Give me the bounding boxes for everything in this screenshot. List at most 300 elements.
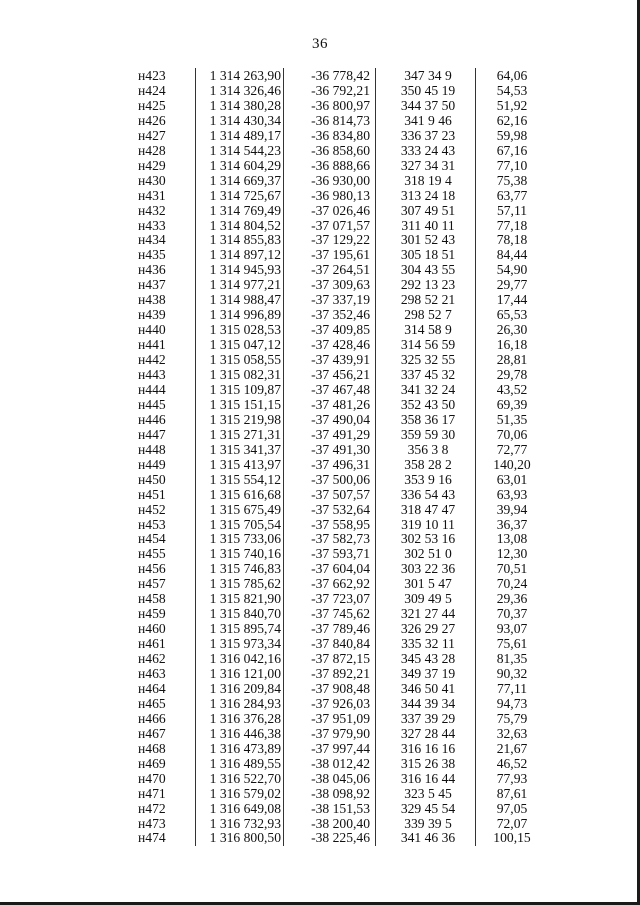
- x-coordinate-cell: 1 315 675,49: [209, 501, 281, 517]
- direction-angle-cell: 315 26 38: [400, 755, 456, 771]
- table-row: [113, 427, 555, 442]
- y-coordinate-cell: -36 930,00: [311, 172, 370, 188]
- x-coordinate-cell: 1 315 733,06: [209, 531, 281, 547]
- table-row: [113, 158, 555, 173]
- segment-length-cell: 63,93: [496, 486, 528, 502]
- point-id-cell: н444: [138, 381, 166, 397]
- y-coordinate-cell: -38 200,40: [311, 815, 370, 831]
- segment-length-cell: 75,79: [496, 710, 528, 726]
- direction-angle-cell: 344 39 34: [400, 695, 456, 711]
- y-coordinate-cell: -37 951,09: [311, 710, 370, 726]
- direction-angle-cell: 327 34 31: [400, 157, 456, 173]
- y-coordinate-cell: -37 456,21: [311, 367, 370, 382]
- y-coordinate-cell: -37 745,62: [311, 606, 370, 622]
- segment-length-cell: 62,16: [496, 112, 528, 128]
- table-row: [113, 457, 555, 472]
- y-coordinate-cell: -37 490,04: [311, 411, 370, 427]
- direction-angle-cell: 302 53 16: [400, 531, 456, 547]
- direction-angle-cell: 314 56 59: [400, 337, 456, 353]
- table-row: [113, 726, 555, 741]
- table-row: [113, 830, 555, 845]
- table-row: [113, 801, 555, 816]
- x-coordinate-cell: 1 314 996,89: [209, 307, 281, 323]
- segment-length-cell: 21,67: [496, 740, 528, 756]
- x-coordinate-cell: 1 316 522,70: [209, 770, 281, 786]
- segment-length-cell: 64,06: [496, 68, 528, 83]
- point-id-cell: н447: [138, 426, 166, 442]
- table-row: [113, 218, 555, 233]
- y-coordinate-cell: -37 026,46: [311, 202, 370, 218]
- point-id-cell: н427: [138, 127, 166, 143]
- segment-length-cell: 43,52: [496, 381, 528, 397]
- table-row: [113, 247, 555, 262]
- table-row: [113, 382, 555, 397]
- y-coordinate-cell: -37 507,57: [311, 486, 370, 502]
- table-row: [113, 591, 555, 606]
- x-coordinate-cell: 1 315 973,34: [209, 636, 281, 652]
- point-id-cell: н425: [138, 97, 166, 113]
- direction-angle-cell: 301 52 43: [400, 232, 456, 248]
- table-row: [113, 756, 555, 771]
- segment-length-cell: 94,73: [496, 695, 528, 711]
- y-coordinate-cell: -37 558,95: [311, 516, 370, 532]
- segment-length-cell: 93,07: [496, 621, 528, 637]
- direction-angle-cell: 339 39 5: [404, 815, 452, 831]
- y-coordinate-cell: -37 491,30: [311, 441, 370, 457]
- segment-length-cell: 29,77: [496, 277, 528, 293]
- point-id-cell: н436: [138, 262, 166, 278]
- y-coordinate-cell: -37 439,91: [311, 352, 370, 368]
- segment-length-cell: 63,01: [496, 471, 528, 487]
- direction-angle-cell: 292 13 23: [400, 277, 456, 293]
- x-coordinate-cell: 1 314 977,21: [209, 277, 281, 293]
- page-number: 36: [312, 36, 328, 52]
- table-row: [113, 397, 555, 412]
- x-coordinate-cell: 1 316 732,93: [209, 815, 281, 831]
- x-coordinate-cell: 1 315 219,98: [209, 411, 281, 427]
- x-coordinate-cell: 1 316 489,55: [209, 755, 281, 771]
- x-coordinate-cell: 1 315 705,54: [209, 516, 281, 532]
- table-row: [113, 651, 555, 666]
- segment-length-cell: 69,39: [496, 396, 528, 412]
- table-row: [113, 113, 555, 128]
- y-coordinate-cell: -37 979,90: [311, 725, 370, 741]
- y-coordinate-cell: -37 582,73: [311, 531, 370, 547]
- direction-angle-cell: 345 43 28: [400, 651, 456, 667]
- x-coordinate-cell: 1 314 669,37: [209, 172, 281, 188]
- y-coordinate-cell: -36 792,21: [311, 82, 370, 98]
- point-id-cell: н440: [138, 322, 166, 338]
- table-row: [113, 606, 555, 621]
- table-row: [113, 337, 555, 352]
- y-coordinate-cell: -37 481,26: [311, 396, 370, 412]
- x-coordinate-cell: 1 315 821,90: [209, 591, 281, 607]
- x-coordinate-cell: 1 314 855,83: [209, 232, 281, 248]
- direction-angle-cell: 309 49 5: [404, 591, 452, 607]
- segment-length-cell: 39,94: [496, 501, 528, 517]
- point-id-cell: н466: [138, 710, 166, 726]
- segment-length-cell: 63,77: [496, 187, 528, 203]
- y-coordinate-cell: -37 467,48: [311, 381, 370, 397]
- point-id-cell: н472: [138, 800, 166, 816]
- table-row: [113, 98, 555, 113]
- segment-length-cell: 84,44: [496, 247, 528, 263]
- y-coordinate-cell: -36 858,60: [311, 142, 370, 158]
- x-coordinate-cell: 1 316 473,89: [209, 740, 281, 756]
- direction-angle-cell: 314 58 9: [404, 322, 452, 338]
- point-id-cell: н473: [138, 815, 166, 831]
- point-id-cell: н449: [138, 456, 166, 472]
- point-id-cell: н433: [138, 217, 166, 233]
- y-coordinate-cell: -37 428,46: [311, 337, 370, 353]
- direction-angle-cell: 319 10 11: [401, 516, 455, 532]
- segment-length-cell: 87,61: [496, 785, 528, 801]
- table-row: [113, 786, 555, 801]
- point-id-cell: н439: [138, 307, 166, 323]
- y-coordinate-cell: -38 151,53: [311, 800, 370, 816]
- x-coordinate-cell: 1 315 554,12: [209, 471, 281, 487]
- point-id-cell: н434: [138, 232, 166, 248]
- point-id-cell: н460: [138, 621, 166, 637]
- table-row: [113, 322, 555, 337]
- segment-length-cell: 32,63: [496, 725, 528, 741]
- segment-length-cell: 90,32: [496, 666, 528, 681]
- x-coordinate-cell: 1 315 109,87: [209, 381, 281, 397]
- point-id-cell: н450: [138, 471, 166, 487]
- y-coordinate-cell: -37 908,48: [311, 680, 370, 696]
- table-row: [113, 83, 555, 98]
- segment-length-cell: 70,24: [496, 576, 528, 592]
- table-row: [113, 352, 555, 367]
- direction-angle-cell: 304 43 55: [400, 262, 456, 278]
- segment-length-cell: 77,10: [496, 157, 528, 173]
- direction-angle-cell: 358 36 17: [400, 411, 456, 427]
- table-row: [113, 292, 555, 307]
- point-id-cell: н471: [138, 785, 166, 801]
- point-id-cell: н443: [138, 367, 166, 382]
- x-coordinate-cell: 1 316 579,02: [209, 785, 281, 801]
- point-id-cell: н458: [138, 591, 166, 607]
- point-id-cell: н437: [138, 277, 166, 293]
- segment-length-cell: 29,78: [496, 367, 528, 382]
- table-row: [113, 576, 555, 591]
- y-coordinate-cell: -37 500,06: [311, 471, 370, 487]
- point-id-cell: н428: [138, 142, 166, 158]
- point-id-cell: н435: [138, 247, 166, 263]
- point-id-cell: н457: [138, 576, 166, 592]
- segment-length-cell: 46,52: [496, 755, 528, 771]
- table-row: [113, 741, 555, 756]
- direction-angle-cell: 337 39 29: [400, 710, 456, 726]
- segment-length-cell: 70,37: [496, 606, 528, 622]
- direction-angle-cell: 359 59 30: [400, 426, 456, 442]
- y-coordinate-cell: -37 872,15: [311, 651, 370, 667]
- direction-angle-cell: 311 40 11: [401, 217, 455, 233]
- x-coordinate-cell: 1 316 446,38: [209, 725, 281, 741]
- y-coordinate-cell: -37 195,61: [311, 247, 370, 263]
- point-id-cell: н430: [138, 172, 166, 188]
- y-coordinate-cell: -38 225,46: [311, 830, 370, 846]
- point-id-cell: н445: [138, 396, 166, 412]
- point-id-cell: н467: [138, 725, 166, 741]
- x-coordinate-cell: 1 315 271,31: [209, 426, 281, 442]
- segment-length-cell: 77,18: [496, 217, 528, 233]
- direction-angle-cell: 316 16 16: [400, 740, 456, 756]
- x-coordinate-cell: 1 316 649,08: [209, 800, 281, 816]
- segment-length-cell: 26,30: [496, 322, 528, 338]
- y-coordinate-cell: -37 352,46: [311, 307, 370, 323]
- direction-angle-cell: 344 37 50: [400, 97, 456, 113]
- x-coordinate-cell: 1 314 544,23: [209, 142, 281, 158]
- table-row: [113, 307, 555, 322]
- x-coordinate-cell: 1 315 616,68: [209, 486, 281, 502]
- direction-angle-cell: 341 32 24: [400, 381, 456, 397]
- direction-angle-cell: 303 22 36: [400, 561, 456, 577]
- table-row: [113, 277, 555, 292]
- table-row: [113, 188, 555, 203]
- y-coordinate-cell: -37 409,85: [311, 322, 370, 338]
- y-coordinate-cell: -37 532,64: [311, 501, 370, 517]
- direction-angle-cell: 337 45 32: [400, 367, 456, 382]
- point-id-cell: н454: [138, 531, 166, 547]
- x-coordinate-cell: 1 315 740,16: [209, 546, 281, 562]
- direction-angle-cell: 321 27 44: [400, 606, 456, 622]
- direction-angle-cell: 341 9 46: [404, 112, 452, 128]
- y-coordinate-cell: -37 662,92: [311, 576, 370, 592]
- table-row: [113, 531, 555, 546]
- y-coordinate-cell: -37 723,07: [311, 591, 370, 607]
- point-id-cell: н455: [138, 546, 166, 562]
- table-row: [113, 546, 555, 561]
- table-row: [113, 203, 555, 218]
- segment-length-cell: 97,05: [496, 800, 528, 816]
- segment-length-cell: 29,36: [496, 591, 528, 607]
- direction-angle-cell: 341 46 36: [400, 830, 456, 846]
- direction-angle-cell: 298 52 7: [404, 307, 452, 323]
- coordinates-table: [113, 68, 555, 846]
- x-coordinate-cell: 1 314 897,12: [209, 247, 281, 263]
- table-row: [113, 68, 555, 83]
- direction-angle-cell: 323 5 45: [404, 785, 452, 801]
- table-row: [113, 681, 555, 696]
- point-id-cell: н468: [138, 740, 166, 756]
- x-coordinate-cell: 1 314 604,29: [209, 157, 281, 173]
- direction-angle-cell: 346 50 41: [400, 680, 456, 696]
- direction-angle-cell: 316 16 44: [400, 770, 456, 786]
- table-row: [113, 367, 555, 382]
- point-id-cell: н431: [138, 187, 166, 203]
- y-coordinate-cell: -37 593,71: [311, 546, 370, 562]
- direction-angle-cell: 318 19 4: [404, 172, 452, 188]
- segment-length-cell: 67,16: [496, 142, 528, 158]
- segment-length-cell: 16,18: [496, 337, 528, 353]
- x-coordinate-cell: 1 314 988,47: [209, 292, 281, 308]
- direction-angle-cell: 302 51 0: [404, 546, 452, 562]
- point-id-cell: н453: [138, 516, 166, 532]
- segment-length-cell: 12,30: [496, 546, 528, 562]
- x-coordinate-cell: 1 315 082,31: [209, 367, 281, 382]
- segment-length-cell: 51,35: [496, 411, 528, 427]
- segment-length-cell: 100,15: [493, 830, 531, 846]
- direction-angle-cell: 335 32 11: [401, 636, 455, 652]
- y-coordinate-cell: -36 980,13: [311, 187, 370, 203]
- table-row: [113, 262, 555, 277]
- table-row: [113, 232, 555, 247]
- x-coordinate-cell: 1 314 326,46: [209, 82, 281, 98]
- y-coordinate-cell: -37 309,63: [311, 277, 370, 293]
- table-row: [113, 711, 555, 726]
- x-coordinate-cell: 1 314 263,90: [209, 68, 281, 83]
- x-coordinate-cell: 1 315 047,12: [209, 337, 281, 353]
- x-coordinate-cell: 1 315 341,37: [209, 441, 281, 457]
- x-coordinate-cell: 1 316 800,50: [209, 830, 281, 846]
- table-row: [113, 472, 555, 487]
- y-coordinate-cell: -37 496,31: [311, 456, 370, 472]
- point-id-cell: н442: [138, 352, 166, 368]
- point-id-cell: н469: [138, 755, 166, 771]
- point-id-cell: н456: [138, 561, 166, 577]
- direction-angle-cell: 313 24 18: [400, 187, 456, 203]
- table-row: [113, 173, 555, 188]
- x-coordinate-cell: 1 316 042,16: [209, 651, 281, 667]
- segment-length-cell: 77,11: [496, 680, 528, 696]
- segment-length-cell: 70,06: [496, 426, 528, 442]
- table-row: [113, 412, 555, 427]
- segment-length-cell: 78,18: [496, 232, 528, 248]
- direction-angle-cell: 307 49 51: [400, 202, 456, 218]
- table-row: [113, 816, 555, 831]
- point-id-cell: н426: [138, 112, 166, 128]
- y-coordinate-cell: -37 071,57: [311, 217, 370, 233]
- segment-length-cell: 28,81: [496, 352, 528, 368]
- segment-length-cell: 51,92: [496, 97, 528, 113]
- y-coordinate-cell: -37 491,29: [311, 426, 370, 442]
- y-coordinate-cell: -37 129,22: [311, 232, 370, 248]
- x-coordinate-cell: 1 315 151,15: [209, 396, 281, 412]
- segment-length-cell: 65,53: [496, 307, 528, 323]
- segment-length-cell: 140,20: [493, 456, 531, 472]
- point-id-cell: н464: [138, 680, 166, 696]
- y-coordinate-cell: -37 337,19: [311, 292, 370, 308]
- table-row: [113, 696, 555, 711]
- direction-angle-cell: 353 9 16: [404, 471, 452, 487]
- segment-length-cell: 13,08: [496, 531, 528, 547]
- direction-angle-cell: 298 52 21: [400, 292, 456, 308]
- table-row: [113, 636, 555, 651]
- table-row: [113, 517, 555, 532]
- y-coordinate-cell: -37 604,04: [311, 561, 370, 577]
- direction-angle-cell: 336 37 23: [400, 127, 456, 143]
- point-id-cell: н463: [138, 666, 166, 681]
- x-coordinate-cell: 1 314 430,34: [209, 112, 281, 128]
- x-coordinate-cell: 1 314 380,28: [209, 97, 281, 113]
- table-row: [113, 487, 555, 502]
- direction-angle-cell: 327 28 44: [400, 725, 456, 741]
- segment-length-cell: 59,98: [496, 127, 528, 143]
- x-coordinate-cell: 1 316 121,00: [209, 666, 281, 681]
- direction-angle-cell: 358 28 2: [404, 456, 452, 472]
- segment-length-cell: 75,61: [496, 636, 528, 652]
- direction-angle-cell: 301 5 47: [404, 576, 452, 592]
- segment-length-cell: 81,35: [496, 651, 528, 667]
- segment-length-cell: 77,93: [496, 770, 528, 786]
- x-coordinate-cell: 1 316 209,84: [209, 680, 281, 696]
- point-id-cell: н424: [138, 82, 166, 98]
- x-coordinate-cell: 1 315 895,74: [209, 621, 281, 637]
- y-coordinate-cell: -37 840,84: [311, 636, 370, 652]
- direction-angle-cell: 336 54 43: [400, 486, 456, 502]
- segment-length-cell: 75,38: [496, 172, 528, 188]
- table-row: [113, 442, 555, 457]
- direction-angle-cell: 347 34 9: [404, 68, 452, 83]
- y-coordinate-cell: -37 892,21: [311, 666, 370, 681]
- direction-angle-cell: 333 24 43: [400, 142, 456, 158]
- x-coordinate-cell: 1 316 376,28: [209, 710, 281, 726]
- x-coordinate-cell: 1 315 028,53: [209, 322, 281, 338]
- x-coordinate-cell: 1 314 804,52: [209, 217, 281, 233]
- x-coordinate-cell: 1 315 413,97: [209, 456, 281, 472]
- segment-length-cell: 54,90: [496, 262, 528, 278]
- y-coordinate-cell: -36 834,80: [311, 127, 370, 143]
- table-row: [113, 128, 555, 143]
- direction-angle-cell: 305 18 51: [400, 247, 456, 263]
- point-id-cell: н423: [138, 68, 166, 83]
- point-id-cell: н470: [138, 770, 166, 786]
- table-row: [113, 771, 555, 786]
- direction-angle-cell: 349 37 19: [400, 666, 456, 681]
- direction-angle-cell: 356 3 8: [407, 441, 449, 457]
- table-row: [113, 143, 555, 158]
- y-coordinate-cell: -36 814,73: [311, 112, 370, 128]
- x-coordinate-cell: 1 314 725,67: [209, 187, 281, 203]
- point-id-cell: н452: [138, 501, 166, 517]
- segment-length-cell: 17,44: [496, 292, 528, 308]
- x-coordinate-cell: 1 314 945,93: [209, 262, 281, 278]
- segment-length-cell: 72,77: [496, 441, 528, 457]
- direction-angle-cell: 329 45 54: [400, 800, 456, 816]
- segment-length-cell: 70,51: [496, 561, 528, 577]
- y-coordinate-cell: -38 098,92: [311, 785, 370, 801]
- point-id-cell: н432: [138, 202, 166, 218]
- segment-length-cell: 57,11: [496, 202, 528, 218]
- direction-angle-cell: 326 29 27: [400, 621, 456, 637]
- point-id-cell: н438: [138, 292, 166, 308]
- table-row: [113, 621, 555, 636]
- direction-angle-cell: 350 45 19: [400, 82, 456, 98]
- table-row: [113, 666, 555, 681]
- y-coordinate-cell: -36 778,42: [311, 68, 370, 83]
- table-row: [113, 502, 555, 517]
- point-id-cell: н448: [138, 441, 166, 457]
- y-coordinate-cell: -36 888,66: [311, 157, 370, 173]
- x-coordinate-cell: 1 315 746,83: [209, 561, 281, 577]
- y-coordinate-cell: -37 789,46: [311, 621, 370, 637]
- x-coordinate-cell: 1 314 489,17: [209, 127, 281, 143]
- direction-angle-cell: 318 47 47: [400, 501, 456, 517]
- point-id-cell: н474: [138, 830, 166, 846]
- table-row: [113, 561, 555, 576]
- y-coordinate-cell: -37 926,03: [311, 695, 370, 711]
- y-coordinate-cell: -38 012,42: [311, 755, 370, 771]
- y-coordinate-cell: -36 800,97: [311, 97, 370, 113]
- y-coordinate-cell: -37 997,44: [311, 740, 370, 756]
- point-id-cell: н446: [138, 411, 166, 427]
- point-id-cell: н461: [138, 636, 166, 652]
- x-coordinate-cell: 1 315 840,70: [209, 606, 281, 622]
- direction-angle-cell: 325 32 55: [400, 352, 456, 368]
- x-coordinate-cell: 1 316 284,93: [209, 695, 281, 711]
- point-id-cell: н429: [138, 157, 166, 173]
